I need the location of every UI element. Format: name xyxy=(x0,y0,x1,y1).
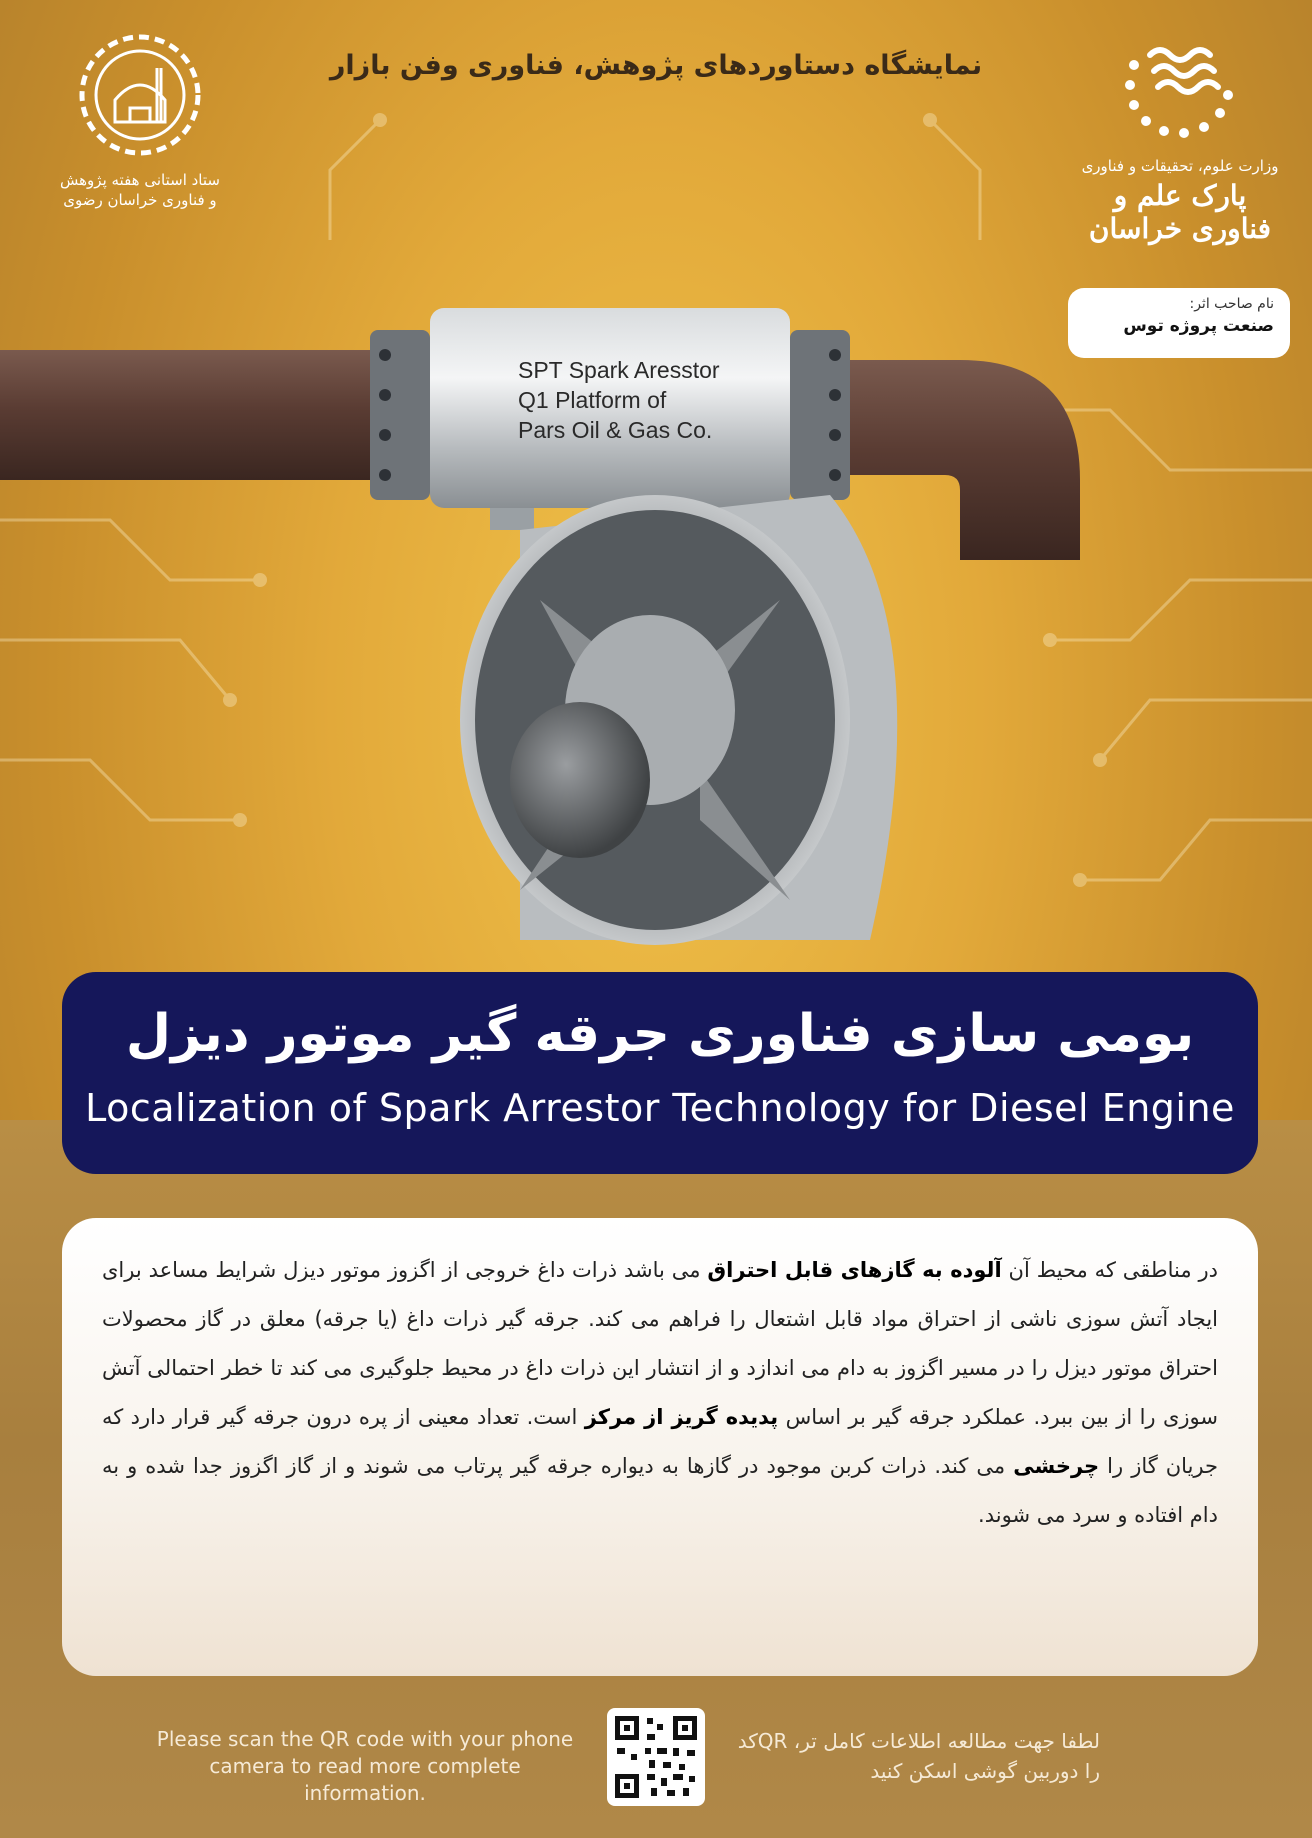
photo-label-line3: Pars Oil & Gas Co. xyxy=(518,417,713,443)
title-fa: بومی سازی فناوری جرقه گیر موتور دیزل xyxy=(125,1004,1195,1064)
title-en: Localization of Spark Arrestor Technology for Diesel Engine xyxy=(85,1086,1235,1130)
photo-label-line2: Q1 Platform of xyxy=(518,387,667,413)
desc-bold2: پدیده گریز از مرکز xyxy=(584,1405,779,1429)
title-banner xyxy=(62,972,1258,1174)
research-week-emblem-icon xyxy=(75,30,205,160)
spark-arrestor-photo xyxy=(0,300,1312,960)
qr-instruction-fa: لطفا جهت مطالعه اطلاعات کامل تر، QRکد را دوربین گوشی اسکن کنید xyxy=(737,1729,1100,1783)
desc-bold1: آلوده به گازهای قابل احتراق xyxy=(707,1258,1002,1282)
science-park-logo xyxy=(1070,35,1290,245)
science-park-emblem-icon xyxy=(1120,35,1240,145)
qr-instruction-en: Please scan the QR code with your phone camera to read more complete information. xyxy=(156,1727,574,1805)
desc-part2: می باشد ذرات داغ خروجی از اگزوز موتور دیزل شرایط مساعد برای ایجاد آتش سوزی ناشی از احتراق مواد قابل اشتعال را فراهم می کند. جرقه گیر ذرات داغ (یا جرقه) معلق در گاز محصولات احتراق موتور دیزل را در مسیر اگزوز به دام می اندازد و از انتشار این ذرات داغ در محیط جلوگیری می کند تا خطر احتمالی آتش سوزی را از بین ببرد. عملکرد جرقه گیر بر اساس xyxy=(102,1258,1219,1429)
ministry-label: وزارت علوم، تحقیقات و فناوری xyxy=(1081,157,1279,175)
description-text xyxy=(102,1246,1218,1540)
description-card xyxy=(62,1218,1258,1676)
owner-value: صنعت پروژه توس xyxy=(1123,316,1274,336)
research-week-caption-line1: ستاد استانی هفته پژوهش xyxy=(60,171,220,189)
qr-code-icon xyxy=(607,1708,705,1806)
science-park-name: پارک علم و فناوری خراسان xyxy=(1088,179,1272,245)
desc-bold3: چرخشی xyxy=(1013,1454,1100,1478)
research-week-logo xyxy=(40,30,240,210)
research-week-caption-line2: و فناوری خراسان رضوی xyxy=(63,191,217,209)
exhibition-title: نمایشگاه دستاوردهای پژوهش، فناوری وفن بازار xyxy=(329,50,983,81)
qr-code[interactable] xyxy=(607,1708,705,1806)
photo-label-line1: SPT Spark Aresstor xyxy=(518,357,720,383)
owner-label: نام صاحب اثر: xyxy=(1189,296,1274,312)
desc-part4: می کند. ذرات کربن موجود در گازها به دیواره جرقه گیر پرتاب می شوند و از گاز اگزوز جدا شده و به دام افتاده و سرد می شوند. xyxy=(102,1454,1218,1527)
desc-part1: در مناطقی که محیط آن xyxy=(1001,1258,1219,1282)
desc-part3: است. تعداد معینی از پره درون جرقه گیر قرار دارد که جریان گاز را xyxy=(102,1405,1218,1478)
